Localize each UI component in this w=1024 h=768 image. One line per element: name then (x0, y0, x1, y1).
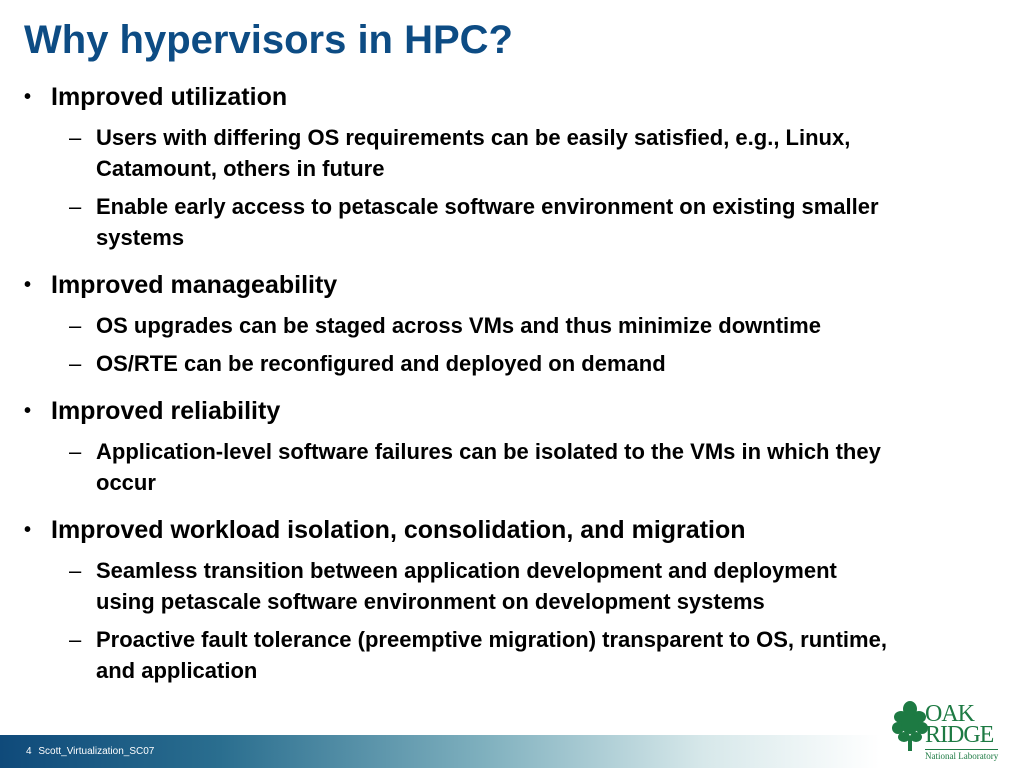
ornl-logo (892, 700, 1004, 762)
bullet-text: Improved workload isolation, consolidation, and migration (51, 516, 746, 544)
sub-bullet-text: Seamless transition between application development and deployment using petascale software environment on development systems (96, 558, 837, 614)
sub-bullet-text: OS/RTE can be reconfigured and deployed on demand (96, 351, 666, 376)
bullet-dot-icon: • (24, 400, 32, 422)
sub-bullet-item (69, 122, 889, 184)
oak-leaf-icon (892, 700, 928, 752)
sub-bullet-text: OS upgrades can be staged across VMs and thus minimize downtime (96, 313, 821, 338)
logo-text-oak: OAK (925, 701, 974, 727)
sub-bullet-item (69, 436, 889, 498)
bullet-group (24, 267, 924, 379)
sub-bullet-text: Proactive fault tolerance (preemptive migration) transparent to OS, runtime, and application (96, 627, 887, 683)
slide-title: Why hypervisors in HPC? (24, 18, 513, 62)
dash-icon: – (69, 627, 82, 652)
bullet-group (24, 512, 924, 686)
dash-icon: – (69, 351, 82, 376)
sub-bullet-item (69, 555, 889, 617)
footer-label: Scott_Virtualization_SC07 (38, 746, 155, 757)
bullet-item (24, 512, 924, 548)
dash-icon: – (69, 558, 82, 583)
page-number: 4 (26, 746, 32, 757)
bullet-item (24, 393, 924, 429)
logo-text-ridge: RIDGE (925, 722, 994, 748)
logo-subtitle: National Laboratory (925, 751, 999, 761)
bullet-dot-icon: • (24, 274, 32, 296)
bullet-text: Improved utilization (51, 83, 288, 111)
bullet-group (24, 79, 924, 253)
bullet-item (24, 79, 924, 115)
bullet-item (24, 267, 924, 303)
dash-icon: – (69, 125, 82, 150)
dash-icon: – (69, 313, 82, 338)
sub-bullet-item (69, 624, 889, 686)
sub-bullet-text: Users with differing OS requirements can be easily satisfied, e.g., Linux, Catamount, others in future (96, 125, 851, 181)
sub-bullet-text: Enable early access to petascale software environment on existing smaller systems (96, 194, 879, 250)
sub-bullet-item (69, 348, 889, 379)
footer (26, 745, 154, 759)
dash-icon: – (69, 439, 82, 464)
bullet-group (24, 393, 924, 498)
sub-bullet-text: Application-level software failures can be isolated to the VMs in which they occur (96, 439, 881, 495)
bullet-text: Improved reliability (51, 397, 281, 425)
dash-icon: – (69, 194, 82, 219)
bullet-dot-icon: • (24, 86, 32, 108)
sub-bullet-item (69, 310, 889, 341)
bullet-text: Improved manageability (51, 271, 338, 299)
sub-bullet-item (69, 191, 889, 253)
bullet-dot-icon: • (24, 519, 32, 541)
bullet-list (24, 79, 924, 686)
